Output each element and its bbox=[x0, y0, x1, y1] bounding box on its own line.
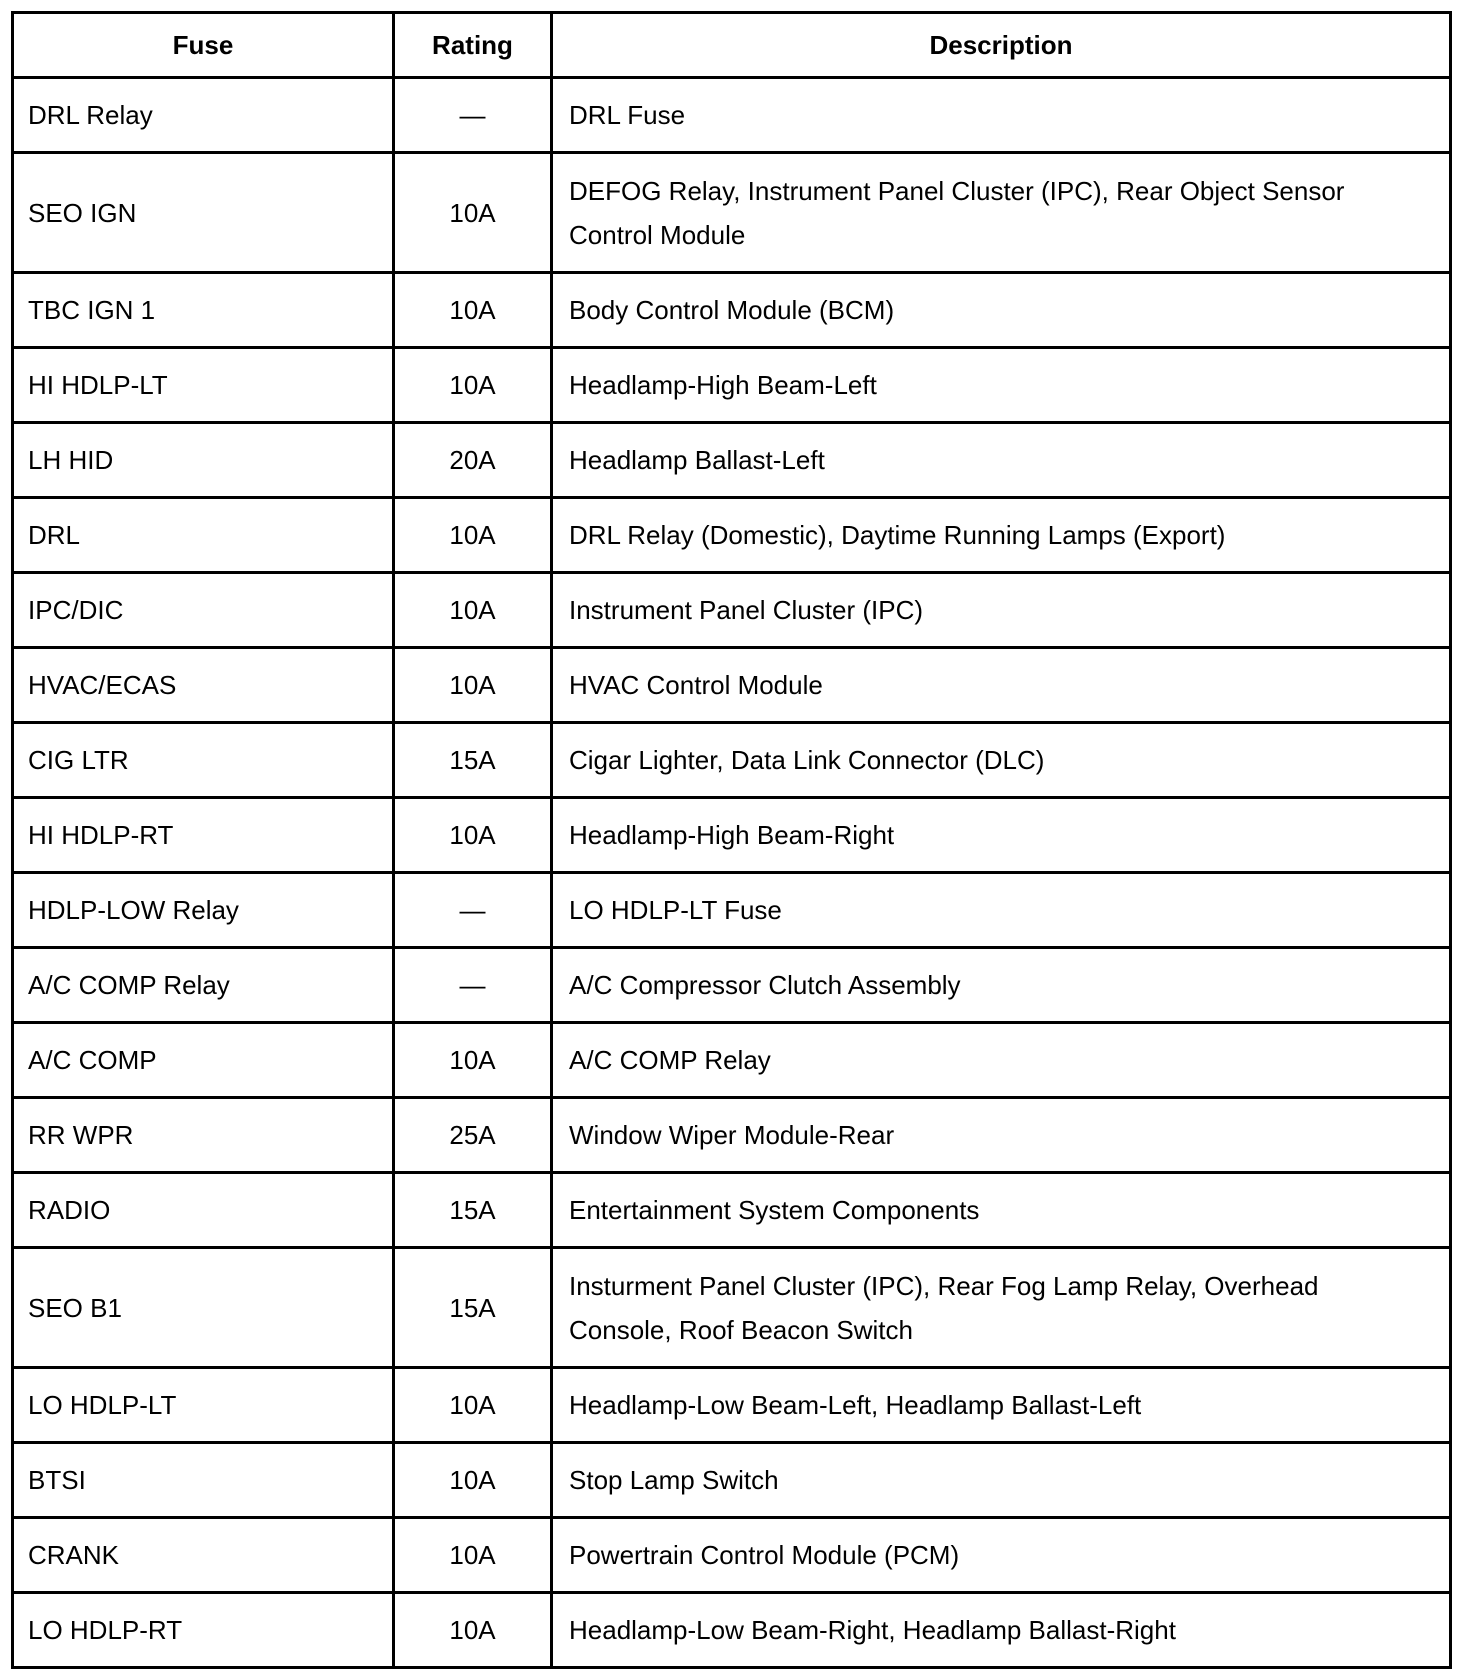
rating-cell: 10A bbox=[394, 273, 552, 348]
fuse-cell: LH HID bbox=[13, 423, 394, 498]
rating-cell: 10A bbox=[394, 798, 552, 873]
rating-cell: 10A bbox=[394, 648, 552, 723]
description-cell: Headlamp-Low Beam-Right, Headlamp Ballast-Right bbox=[552, 1593, 1451, 1668]
table-header-row bbox=[13, 13, 1451, 78]
description-cell: DEFOG Relay, Instrument Panel Cluster (IPC), Rear Object Sensor Control Module bbox=[552, 153, 1451, 273]
fuse-table-container bbox=[11, 11, 1452, 1669]
table-row bbox=[13, 1248, 1451, 1368]
table-row bbox=[13, 78, 1451, 153]
rating-cell: 10A bbox=[394, 348, 552, 423]
table-row bbox=[13, 648, 1451, 723]
table-row bbox=[13, 1368, 1451, 1443]
fuse-cell: SEO B1 bbox=[13, 1248, 394, 1368]
description-cell: DRL Relay (Domestic), Daytime Running Lamps (Export) bbox=[552, 498, 1451, 573]
rating-cell: 10A bbox=[394, 498, 552, 573]
rating-cell: — bbox=[394, 78, 552, 153]
table-row bbox=[13, 423, 1451, 498]
description-cell: Window Wiper Module-Rear bbox=[552, 1098, 1451, 1173]
fuse-cell: A/C COMP Relay bbox=[13, 948, 394, 1023]
description-cell: A/C Compressor Clutch Assembly bbox=[552, 948, 1451, 1023]
fuse-cell: CIG LTR bbox=[13, 723, 394, 798]
table-row bbox=[13, 153, 1451, 273]
table-row bbox=[13, 1098, 1451, 1173]
column-header-fuse: Fuse bbox=[13, 13, 394, 78]
fuse-table bbox=[11, 11, 1452, 1669]
rating-cell: 10A bbox=[394, 153, 552, 273]
table-row bbox=[13, 798, 1451, 873]
description-cell: Headlamp-High Beam-Left bbox=[552, 348, 1451, 423]
description-cell: Insturment Panel Cluster (IPC), Rear Fog Lamp Relay, Overhead Console, Roof Beacon Switch bbox=[552, 1248, 1451, 1368]
rating-cell: 15A bbox=[394, 723, 552, 798]
rating-cell: 10A bbox=[394, 1443, 552, 1518]
rating-cell: 10A bbox=[394, 1518, 552, 1593]
table-row bbox=[13, 1173, 1451, 1248]
description-cell: Headlamp-Low Beam-Left, Headlamp Ballast-Left bbox=[552, 1368, 1451, 1443]
fuse-cell: LO HDLP-LT bbox=[13, 1368, 394, 1443]
rating-cell: 10A bbox=[394, 1023, 552, 1098]
rating-cell: — bbox=[394, 873, 552, 948]
description-cell: Headlamp-High Beam-Right bbox=[552, 798, 1451, 873]
description-cell: DRL Fuse bbox=[552, 78, 1451, 153]
table-row bbox=[13, 948, 1451, 1023]
description-cell: A/C COMP Relay bbox=[552, 1023, 1451, 1098]
rating-cell: 25A bbox=[394, 1098, 552, 1173]
fuse-cell: LO HDLP-RT bbox=[13, 1593, 394, 1668]
rating-cell: 15A bbox=[394, 1248, 552, 1368]
table-row bbox=[13, 1593, 1451, 1668]
rating-cell: 15A bbox=[394, 1173, 552, 1248]
fuse-cell: IPC/DIC bbox=[13, 573, 394, 648]
description-cell: HVAC Control Module bbox=[552, 648, 1451, 723]
table-row bbox=[13, 273, 1451, 348]
fuse-cell: DRL bbox=[13, 498, 394, 573]
description-cell: Body Control Module (BCM) bbox=[552, 273, 1451, 348]
description-cell: LO HDLP-LT Fuse bbox=[552, 873, 1451, 948]
table-row bbox=[13, 498, 1451, 573]
fuse-cell: A/C COMP bbox=[13, 1023, 394, 1098]
rating-cell: 10A bbox=[394, 573, 552, 648]
description-cell: Entertainment System Components bbox=[552, 1173, 1451, 1248]
rating-cell: — bbox=[394, 948, 552, 1023]
description-cell: Instrument Panel Cluster (IPC) bbox=[552, 573, 1451, 648]
description-cell: Stop Lamp Switch bbox=[552, 1443, 1451, 1518]
table-row bbox=[13, 723, 1451, 798]
column-header-description: Description bbox=[552, 13, 1451, 78]
fuse-cell: TBC IGN 1 bbox=[13, 273, 394, 348]
table-row bbox=[13, 573, 1451, 648]
table-row bbox=[13, 873, 1451, 948]
table-row bbox=[13, 1518, 1451, 1593]
fuse-cell: HI HDLP-LT bbox=[13, 348, 394, 423]
rating-cell: 10A bbox=[394, 1368, 552, 1443]
rating-cell: 10A bbox=[394, 1593, 552, 1668]
table-row bbox=[13, 1443, 1451, 1518]
fuse-cell: CRANK bbox=[13, 1518, 394, 1593]
fuse-cell: SEO IGN bbox=[13, 153, 394, 273]
fuse-cell: BTSI bbox=[13, 1443, 394, 1518]
description-cell: Powertrain Control Module (PCM) bbox=[552, 1518, 1451, 1593]
fuse-cell: HI HDLP-RT bbox=[13, 798, 394, 873]
rating-cell: 20A bbox=[394, 423, 552, 498]
description-cell: Cigar Lighter, Data Link Connector (DLC) bbox=[552, 723, 1451, 798]
column-header-rating: Rating bbox=[394, 13, 552, 78]
fuse-cell: HDLP-LOW Relay bbox=[13, 873, 394, 948]
table-row bbox=[13, 1023, 1451, 1098]
fuse-cell: RADIO bbox=[13, 1173, 394, 1248]
description-cell: Headlamp Ballast-Left bbox=[552, 423, 1451, 498]
fuse-cell: DRL Relay bbox=[13, 78, 394, 153]
fuse-cell: RR WPR bbox=[13, 1098, 394, 1173]
table-row bbox=[13, 348, 1451, 423]
fuse-cell: HVAC/ECAS bbox=[13, 648, 394, 723]
